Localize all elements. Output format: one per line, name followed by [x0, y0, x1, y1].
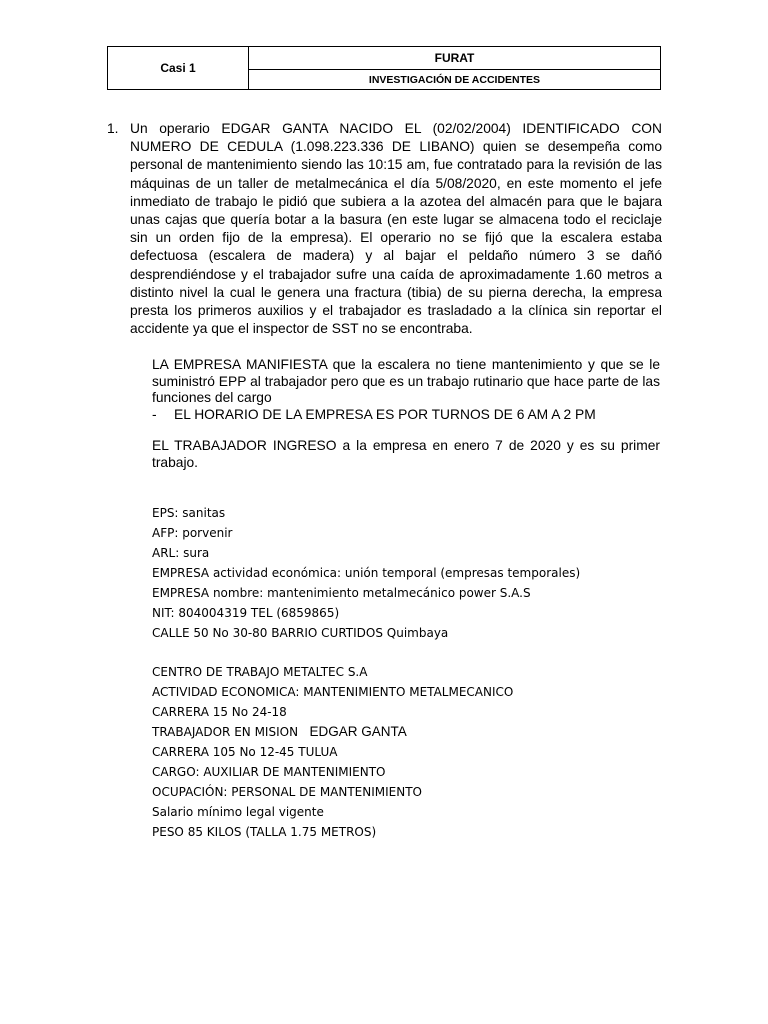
- worker-address-line: CARRERA 105 No 12-45 TULUA: [152, 745, 338, 759]
- item-number: 1.: [107, 121, 119, 136]
- worksite-info-list: [152, 662, 513, 842]
- hire-statement: EL TRABAJADOR INGRESO a la empresa en enero 7 de 2020 y es su primer trabajo.: [152, 438, 660, 470]
- eps-line: EPS: sanitas: [152, 506, 226, 520]
- position-line: CARGO: AUXILIAR DE MANTENIMIENTO: [152, 765, 386, 779]
- case-description: Un operario EDGAR GANTA NACIDO EL (02/02/2004) IDENTIFICADO CON NUMERO DE CEDULA (1.098.223.336 DE LIBANO) quien se desempeña como personal de mantenimiento siendo las 10:15 am, fue contratado para la revisión de las máquinas de un taller de metalmecánica el día 5/08/2020, en este momento el jefe inmediato de trabajo le pidió que subiera a la azotea del almacén para que le bajara unas cajas que quería botar a la basura (en este lugar se almacena todo el reciclaje sin un orden fijo de la empresa). El operario no se fijó que la escalera estaba defectuosa (escalera de madera) y al bajar el peldaño número 3 se dañó desprendiéndose y el trabajador sufre una caída de aproximadamente 1.60 metros a distinto nivel la cual le genera una fractura (tibia) de su pierna derecha, la empresa presta los primeros auxilios y el trabajador es trasladado a la clínica sin reportar el accidente ya que el inspector de SST no se encontraba.: [130, 121, 662, 337]
- schedule-text: EL HORARIO DE LA EMPRESA ES POR TURNOS DE 6 AM A 2 PM: [174, 407, 596, 422]
- company-name-line: EMPRESA nombre: mantenimiento metalmecánico power S.A.S: [152, 586, 531, 600]
- header-table: [107, 46, 661, 90]
- bullet-dash: -: [152, 407, 157, 422]
- company-address-line: CALLE 50 No 30-80 BARRIO CURTIDOS Quimbaya: [152, 626, 449, 640]
- company-statement: LA EMPRESA MANIFIESTA que la escalera no tiene mantenimiento y que se le suministró EPP al trabajador pero que es un trabajo rutinario que hace parte de las funciones del cargo: [152, 357, 660, 406]
- weight-line: PESO 85 KILOS (TALLA 1.75 METROS): [152, 825, 377, 839]
- company-info-list: [152, 503, 580, 643]
- occupation-line: OCUPACIÓN: PERSONAL DE MANTENIMIENTO: [152, 785, 423, 799]
- schedule-bullet: [152, 406, 596, 423]
- worker-line: [152, 722, 513, 742]
- work-center-line: CENTRO DE TRABAJO METALTEC S.A: [152, 665, 368, 679]
- case-item: [107, 120, 662, 338]
- company-activity-line: EMPRESA actividad económica: unión temporal (empresas temporales): [152, 566, 581, 580]
- form-subtitle: INVESTIGACIÓN DE ACCIDENTES: [249, 70, 661, 90]
- worker-label: TRABAJADOR EN MISION: [152, 725, 299, 739]
- case-label: Casi 1: [108, 47, 249, 90]
- worker-name: EDGAR GANTA: [309, 724, 407, 739]
- arl-line: ARL: sura: [152, 546, 210, 560]
- form-title: FURAT: [249, 47, 661, 70]
- economic-activity-line: ACTIVIDAD ECONOMICA: MANTENIMIENTO METALMECANICO: [152, 685, 514, 699]
- afp-line: AFP: porvenir: [152, 526, 233, 540]
- salary-line: Salario mínimo legal vigente: [152, 805, 324, 819]
- work-center-address-line: CARRERA 15 No 24-18: [152, 705, 287, 719]
- nit-line: NIT: 804004319 TEL (6859865): [152, 606, 340, 620]
